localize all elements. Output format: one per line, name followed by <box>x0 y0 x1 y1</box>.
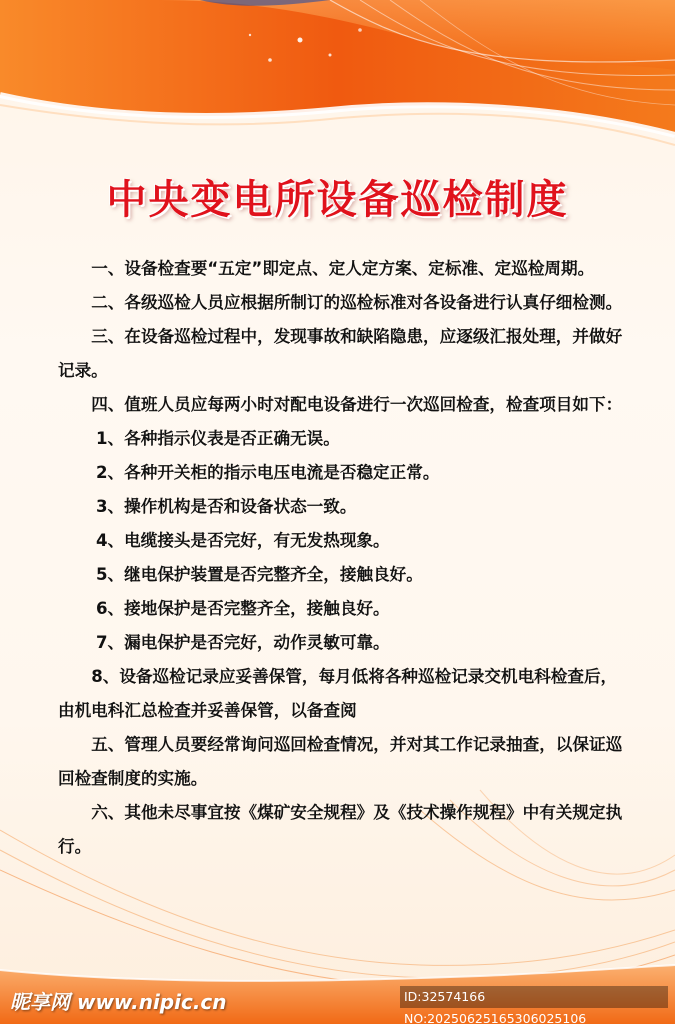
paragraph: 8、设备巡检记录应妥善保管，每月低将各种巡检记录交机电科检查后，由机电科汇总检查并妥善保管，以备查阅 <box>58 667 618 720</box>
paragraph: 六、其他未尽事宜按《煤矿安全规程》及《技术操作规程》中有关规定执行。 <box>58 803 623 856</box>
document-body <box>58 252 633 864</box>
site-watermark: 昵享网 www.nipic.cn <box>10 990 227 1014</box>
header-decoration <box>0 0 675 170</box>
paragraph: 五、管理人员要经常询问巡回检查情况，并对其工作记录抽查，以保证巡回检查制度的实施。 <box>58 735 623 788</box>
paragraph: 一、设备检查要“五定”即定点、定人定方案、定标准、定巡检周期。 <box>91 259 595 278</box>
checklist-item: 3、操作机构是否和设备状态一致。 <box>96 497 357 516</box>
checklist-item: 4、电缆接头是否完好，有无发热现象。 <box>96 531 390 550</box>
paragraph: 二、各级巡检人员应根据所制订的巡检标准对各设备进行认真仔细检测。 <box>91 293 623 312</box>
paragraph: 四、值班人员应每两小时对配电设备进行一次巡回检查，检查项目如下： <box>91 395 623 414</box>
id-watermark: ID:32574166 NO:20250625165306025106 <box>400 986 668 1008</box>
paragraph: 三、在设备巡检过程中，发现事故和缺陷隐患，应逐级汇报处理，并做好记录。 <box>58 327 623 380</box>
checklist-item: 7、漏电保护是否完好，动作灵敏可靠。 <box>96 633 390 652</box>
checklist-item: 6、接地保护是否完整齐全，接触良好。 <box>96 599 390 618</box>
checklist-item: 1、各种指示仪表是否正确无误。 <box>96 429 340 448</box>
page-title: 中央变电所设备巡检制度 <box>106 177 569 223</box>
checklist-item: 2、各种开关柜的指示电压电流是否稳定正常。 <box>96 463 440 482</box>
checklist-item: 5、继电保护装置是否完整齐全，接触良好。 <box>96 565 423 584</box>
